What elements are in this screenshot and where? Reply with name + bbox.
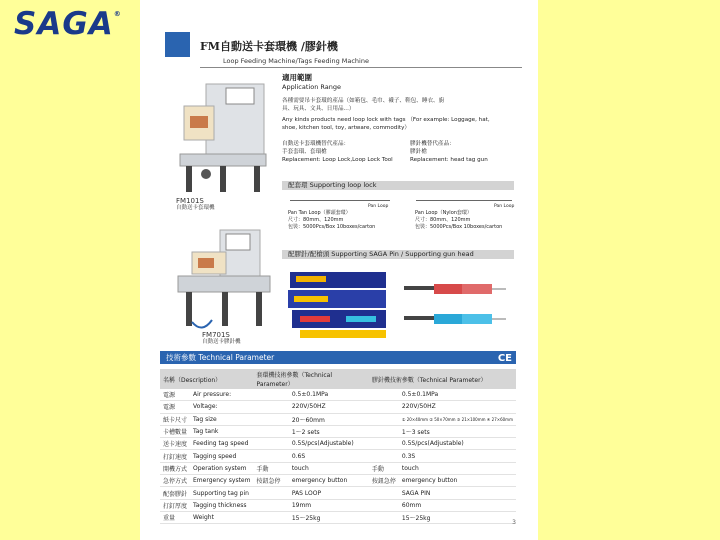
cell-pin-mode xyxy=(369,511,399,523)
cell-loop-value: 1～2 sets xyxy=(289,425,369,437)
loop-left-1: Pan Tan Loop（膠頭套環） xyxy=(288,210,351,216)
col-loop-params: 套環機技術參數（Technical Parameter） xyxy=(253,369,368,389)
table-row xyxy=(160,438,516,450)
registered-mark: ® xyxy=(113,10,122,18)
cell-pin-value: SAGA PIN xyxy=(399,487,516,499)
saga-logo xyxy=(14,6,122,42)
cell-loop-value: PAS LOOP xyxy=(289,487,369,499)
cell-pin-value: ① 20×40mm ② 50×70mm ③ 21×100mm ④ 27×60mm xyxy=(399,413,516,425)
cell-name-en: Voltage: xyxy=(190,401,253,413)
cell-pin-mode: 手動 xyxy=(369,462,399,474)
loop-ruler-right-label: Pan Loop xyxy=(494,204,515,209)
cell-pin-mode xyxy=(369,450,399,462)
cell-name-en: Weight xyxy=(190,511,253,523)
cell-pin-value: 220V/50HZ xyxy=(399,401,516,413)
machine-1-model: FM101S xyxy=(176,197,204,205)
cell-name-en: Supporting tag pin xyxy=(190,487,253,499)
cell-loop-mode xyxy=(253,487,288,499)
cell-pin-mode xyxy=(369,499,399,511)
col-pin-params: 膠針機技術參數（Technical Parameter） xyxy=(369,369,516,389)
table-row xyxy=(160,401,516,413)
gun-heads-image xyxy=(402,276,512,336)
machine-fm101s-image xyxy=(176,76,272,196)
cell-pin-mode xyxy=(369,438,399,450)
loop-ruler-right xyxy=(416,200,512,201)
cell-pin-value: emergency button xyxy=(399,475,516,487)
cell-loop-value: emergency button xyxy=(289,475,369,487)
cell-pin-value: 15～25kg xyxy=(399,511,516,523)
cell-pin-mode xyxy=(369,487,399,499)
cell-name-en: Operation system xyxy=(190,462,253,474)
replacement-left-1: 自動送卡套環機替代產品： xyxy=(282,141,350,147)
cell-loop-value: 19mm xyxy=(289,499,369,511)
cell-name-zh: 打釘厚度 xyxy=(160,499,190,511)
title-divider xyxy=(200,67,522,68)
cell-loop-mode xyxy=(253,511,288,523)
col-description: 名稱（Description） xyxy=(160,369,253,389)
tech-label: 技術參數 xyxy=(166,353,196,362)
loop-ruler-left xyxy=(290,200,390,201)
cell-name-en: Feeding tag speed xyxy=(190,438,253,450)
loop-left-3: 包裝：5000Pcs/Box 10boxes/carton xyxy=(288,224,376,230)
machine-2-desc: 自動送卡膠針機 xyxy=(202,339,241,345)
cell-name-zh: 送卡速度 xyxy=(160,438,190,450)
table-row xyxy=(160,450,516,462)
tech-bar xyxy=(160,351,516,364)
machine-1-caption xyxy=(176,198,215,212)
cell-name-en: Tag tank xyxy=(190,425,253,437)
cell-name-zh: 配套膠針 xyxy=(160,487,190,499)
cell-name-zh: 電源 xyxy=(160,389,190,401)
logo-text: SAGA xyxy=(14,6,114,42)
supporting-pin-bar xyxy=(282,250,514,259)
machine-fm701s-image xyxy=(172,222,276,342)
supporting-loop-label: 配套環 xyxy=(288,181,308,189)
catalog-page xyxy=(140,0,538,540)
cell-loop-mode: 按鈕急停 xyxy=(253,475,288,487)
machine-1-desc: 自動送卡套環機 xyxy=(176,205,215,211)
table-row xyxy=(160,499,516,511)
cell-name-zh: 卡槽數量 xyxy=(160,425,190,437)
supporting-loop-label-en: Supporting loop lock xyxy=(309,181,377,189)
cell-name-en: Emergency system xyxy=(190,475,253,487)
loop-left-2: 尺寸：80mm、120mm xyxy=(288,217,344,223)
loop-ruler-left-label: Pan Loop xyxy=(368,204,389,209)
supporting-pin-label: 配膠針/配槍頭 xyxy=(288,250,330,258)
application-line-2: 具、玩具、文具、日用品...） xyxy=(282,106,355,112)
cell-pin-value: 60mm xyxy=(399,499,516,511)
table-row xyxy=(160,475,516,487)
cell-pin-mode xyxy=(369,413,399,425)
page-subtitle: Loop Feeding Machine/Tags Feeding Machine xyxy=(223,57,369,65)
cell-pin-value: touch xyxy=(399,462,516,474)
cell-loop-mode xyxy=(253,438,288,450)
application-heading: 適用範圍 xyxy=(282,73,312,82)
application-line-3: Any kinds products need loop lock with tags （For example: Loggage, hat, xyxy=(282,117,490,123)
cell-name-en: Air pressure: xyxy=(190,389,253,401)
table-row xyxy=(160,425,516,437)
table-row xyxy=(160,487,516,499)
ce-mark-icon: CE xyxy=(497,353,512,364)
supporting-pin-label-en: Supporting SAGA Pin / Supporting gun head xyxy=(331,250,474,258)
cell-name-zh: 電源 xyxy=(160,401,190,413)
cell-pin-mode xyxy=(369,389,399,401)
cell-loop-mode: 手動 xyxy=(253,462,288,474)
loop-right-2: 尺寸：80mm、120mm xyxy=(415,217,471,223)
cell-loop-mode xyxy=(253,425,288,437)
title-square xyxy=(165,32,190,57)
loop-right-3: 包裝：5000Pcs/Box 10boxes/carton xyxy=(415,224,503,230)
cell-name-en: Tagging thickness xyxy=(190,499,253,511)
cell-loop-value: 0.5±0.1MPa xyxy=(289,389,369,401)
cell-pin-mode: 按鈕急停 xyxy=(369,475,399,487)
tech-label-en: Technical Parameter xyxy=(198,353,275,362)
pin-boxes-image xyxy=(286,266,392,344)
cell-loop-value: touch xyxy=(289,462,369,474)
cell-loop-value: 220V/50HZ xyxy=(289,401,369,413)
table-row xyxy=(160,413,516,425)
cell-loop-mode xyxy=(253,389,288,401)
cell-loop-mode xyxy=(253,450,288,462)
cell-name-zh: 打釘速度 xyxy=(160,450,190,462)
cell-pin-mode xyxy=(369,425,399,437)
tech-table xyxy=(160,369,516,524)
loop-right-1: Pan Loop（Nylon套環） xyxy=(415,210,472,216)
cell-loop-value: 15～25kg xyxy=(289,511,369,523)
replacement-left-3: Replacement: Loop Lock,Loop Lock Tool xyxy=(282,157,393,163)
cell-name-zh: 急停方式 xyxy=(160,475,190,487)
cell-pin-value: 0.3S xyxy=(399,450,516,462)
table-row xyxy=(160,462,516,474)
cell-loop-mode xyxy=(253,401,288,413)
cell-pin-value: 0.5S/pcs(Adjustable) xyxy=(399,438,516,450)
cell-loop-value: 0.6S xyxy=(289,450,369,462)
tech-table-header xyxy=(160,369,516,389)
cell-name-zh: 開機方式 xyxy=(160,462,190,474)
cell-pin-value: 0.5±0.1MPa xyxy=(399,389,516,401)
application-line-1: 各種需要吊卡套環的產品（如箱包、毛巾、襪子、鞋包、睡衣、廚 xyxy=(282,98,445,104)
cell-name-zh: 重量 xyxy=(160,511,190,523)
machine-2-model: FM701S xyxy=(202,331,230,339)
cell-loop-value: 20～60mm xyxy=(289,413,369,425)
replacement-left-2: 手套套環、套環槍 xyxy=(282,149,327,155)
page-title: FM自動送卡套環機 /膠針機 xyxy=(200,40,338,53)
cell-loop-value: 0.5S/pcs(Adjustable) xyxy=(289,438,369,450)
replacement-right-3: Replacement: head tag gun xyxy=(410,157,488,163)
supporting-loop-bar xyxy=(282,181,514,190)
cell-pin-value: 1～3 sets xyxy=(399,425,516,437)
cell-name-zh: 紙卡尺寸 xyxy=(160,413,190,425)
table-row xyxy=(160,511,516,523)
cell-name-en: Tagging speed xyxy=(190,450,253,462)
application-heading-en: Application Range xyxy=(282,83,341,91)
machine-2-caption xyxy=(202,332,241,346)
cell-loop-mode xyxy=(253,413,288,425)
cell-name-en: Tag size xyxy=(190,413,253,425)
page-number: 3 xyxy=(512,519,516,526)
replacement-right-1: 膠針機替代產品： xyxy=(410,141,455,147)
table-row xyxy=(160,389,516,401)
replacement-right-2: 膠針槍 xyxy=(410,149,427,155)
cell-pin-mode xyxy=(369,401,399,413)
cell-loop-mode xyxy=(253,499,288,511)
application-line-4: shoe, kitchen tool, toy, artware, commodity） xyxy=(282,125,411,131)
